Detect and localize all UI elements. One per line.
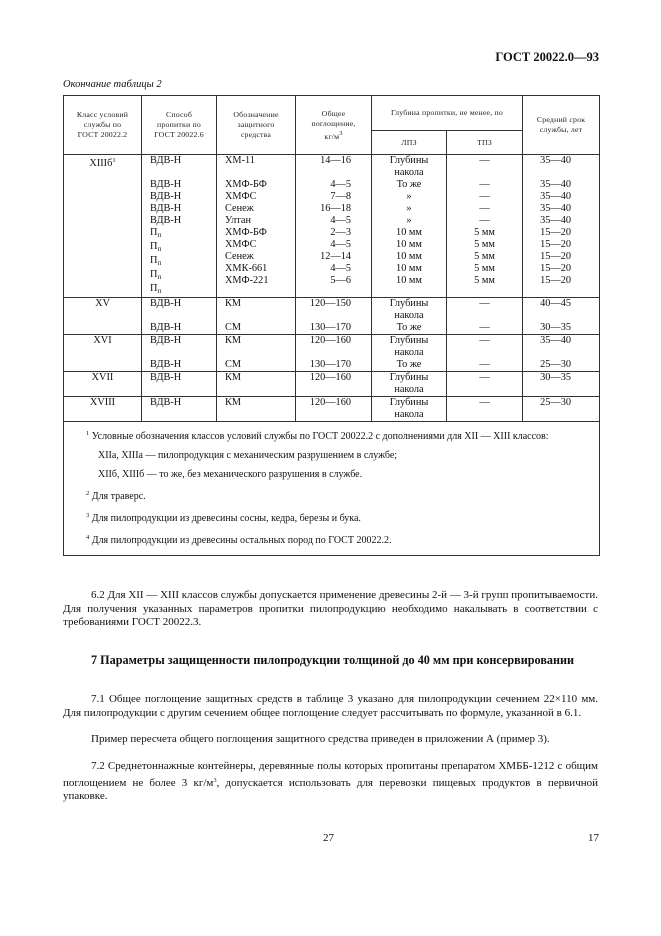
header-class: Класс условий службы по ГОСТ 20022.2 (64, 96, 142, 155)
note-4: $^4$ Для пилопродукции из древесины остальных пород по ГОСТ 20022.2. (86, 534, 392, 546)
header-designation: Обозначение защитного средства (217, 96, 296, 155)
cell-class: XIIIб$^1$ (64, 155, 142, 298)
paragraph-7-1-example: Пример пересчета общего поглощения защитного средства приведен в приложении А (пример 3). (91, 733, 550, 745)
note-1: $^1$ Условные обозначения классов условий службы по ГОСТ 20022.2 с дополнениями для XII — XIII классов: (86, 430, 549, 442)
paragraph-6-2: 6.2 Для XII — XIII классов службы допускается применение древесины 2-й — 3-й групп пропитываемости. Для получения указанных параметров пропитки пилопродукцию необходимо накалывать в соответствии с требованиями ГОСТ 20022.3. (63, 589, 598, 628)
note-2: $^2$ Для траверс. (86, 490, 146, 502)
header-method: Способ пропитки по ГОСТ 20022.6 (142, 96, 217, 155)
header-depth: Глубина пропитки, не менее, по (372, 96, 523, 131)
cell-lpz: Глубины накола То же (372, 298, 447, 335)
cell-class: XVII (64, 372, 142, 397)
table-row (64, 335, 600, 372)
table-notes (64, 422, 600, 556)
cell-life: 40—45 30—35 (523, 298, 600, 335)
cell-class: XVIII (64, 397, 142, 422)
cell-lpz: Глубины накола То же (372, 335, 447, 372)
cell-method: ВДВ-Н (142, 372, 217, 397)
cell-tpz: — — (447, 335, 523, 372)
paragraph-7-1: 7.1 Общее поглощение защитных средств в таблице 3 указано для пилопродукции сечением 22×110 мм. Для пилопродукции с другим сечением общее поглощение следует рассчитывать по формуле, указанной в 6.1. (63, 693, 598, 719)
cell-method: ВДВ-Н ВДВ-Н ВДВ-Н ВДВ-Н ВДВ-Н $П_п$ $П_п$ $П_п$ $П_п$ $П_п$ (142, 155, 217, 298)
cell-life: 25—30 (523, 397, 600, 422)
page-number-center: 27 (323, 832, 334, 844)
header-life: Средний срок службы, лет (523, 96, 600, 155)
note-1b: XIIб, XIIIб — то же, без механического разрушения в службе. (98, 469, 363, 480)
cell-lpz: Глубины накола То же » » » 10 мм 10 мм 10 мм 10 мм 10 мм (372, 155, 447, 298)
cell-absorption: 120—160 (296, 397, 372, 422)
cell-life: 35—40 35—40 35—40 35—40 35—40 15—20 15—20 15—20 15—20 15—20 (523, 155, 600, 298)
cell-agent: КМ СМ (217, 298, 296, 335)
table-row (64, 397, 600, 422)
page-number-right: 17 (588, 832, 599, 844)
cell-agent: КМ (217, 372, 296, 397)
table-row (64, 155, 600, 298)
table-notes-row (64, 422, 600, 556)
table-row (64, 298, 600, 335)
cell-class: XV (64, 298, 142, 335)
cell-method: ВДВ-Н ВДВ-Н (142, 298, 217, 335)
cell-agent: КМ (217, 397, 296, 422)
header-tpz: ТПЗ (447, 131, 523, 155)
cell-method: ВДВ-Н ВДВ-Н (142, 335, 217, 372)
cell-absorption: 120—150 130—170 (296, 298, 372, 335)
note-1a: XIIа, XIIIа — пилопродукция с механическим разрушением в службе; (98, 450, 398, 461)
table-caption: Окончание таблицы 2 (63, 79, 162, 90)
paragraph-7-2: 7.2 Среднетоннажные контейнеры, деревянные полы которых пропитаны препаратом ХМББ-1212 с общим поглощением не более 3 $кг/м^3$, допускается использовать для перевозки пищевых продуктов в первичной упаковке. (63, 760, 598, 802)
cell-life: 30—35 (523, 372, 600, 397)
cell-absorption: 14—16 4—5 7—8 16—18 4—5 2—3 4—5 12—14 4—5 5—6 (296, 155, 372, 298)
table-2 (63, 95, 600, 556)
cell-absorption: 120—160 (296, 372, 372, 397)
cell-tpz: — (447, 397, 523, 422)
note-3: $^3$ Для пилопродукции из древесины сосны, кедра, березы и бука. (86, 512, 361, 524)
table-row (64, 372, 600, 397)
document-code: ГОСТ 20022.0—93 (495, 50, 599, 64)
cell-tpz: — (447, 372, 523, 397)
cell-life: 35—40 25—30 (523, 335, 600, 372)
section-7-title: 7 Параметры защищенности пилопродукции толщиной до 40 мм при консервировании (91, 653, 575, 667)
cell-class: XVI (64, 335, 142, 372)
cell-lpz: Глубины накола (372, 397, 447, 422)
cell-tpz: — — (447, 298, 523, 335)
cell-lpz: Глубины накола (372, 372, 447, 397)
cell-agent: КМ СМ (217, 335, 296, 372)
header-lpz: ЛПЗ (372, 131, 447, 155)
cell-absorption: 120—160 130—170 (296, 335, 372, 372)
cell-tpz: — — — — — 5 мм 5 мм 5 мм 5 мм 5 мм (447, 155, 523, 298)
cell-method: ВДВ-Н (142, 397, 217, 422)
cell-agent: ХМ-11 ХМФ-БФ ХМФС Сенеж Ултан ХМФ-БФ ХМФС Сенеж ХМК-661 ХМФ-221 (217, 155, 296, 298)
header-absorption: Общее поглощение, $кг/м^3$ (296, 96, 372, 155)
